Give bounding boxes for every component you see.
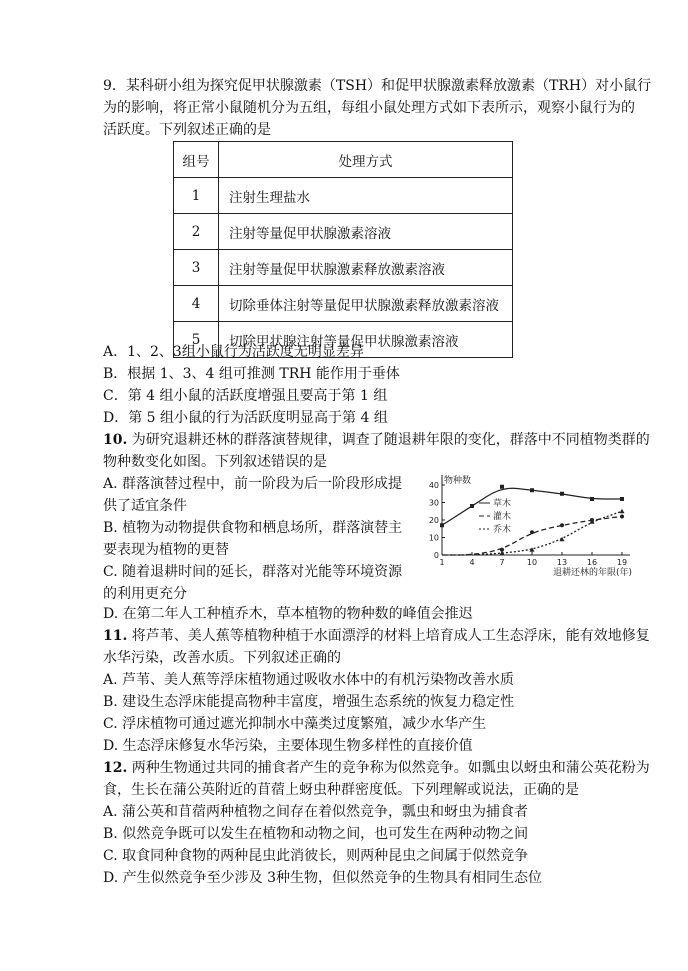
- q9-option-d: D．第 5 组小鼠的行为活跃度明显高于第 4 组: [103, 410, 388, 426]
- table-row: [174, 214, 513, 250]
- x-axis-label: 退耕还林的年限(年): [552, 568, 632, 578]
- table-header-row: [174, 142, 513, 178]
- q9-option-b: B．根据 1、3、4 组可推测 TRH 能作用于垂体: [103, 366, 400, 382]
- table-cell-group: 3: [174, 250, 219, 286]
- q12-stem-line-1: [103, 758, 650, 778]
- table-row: [174, 178, 513, 214]
- q10-option-a-line-1: A. 群落演替过程中，前一阶段为后一阶段形成提: [103, 476, 403, 492]
- x-tick-label: 1: [439, 558, 445, 567]
- treatment-table: [173, 141, 513, 358]
- table-cell-method: 注射生理盐水: [219, 178, 513, 214]
- data-point: [620, 509, 625, 514]
- x-tick-label: 16: [586, 558, 598, 567]
- table-header-method: 处理方式: [219, 142, 513, 178]
- y-tick-label: 30: [428, 498, 439, 508]
- q9-stem-line-2: 为的影响，将正常小鼠随机分为五组，每组小鼠处理方式如下表所示，观察小鼠行为的: [103, 100, 635, 116]
- data-point: [470, 504, 474, 508]
- data-point: [560, 523, 564, 527]
- q11-option-b: B. 建设生态浮床能提高物种丰富度，增强生态系统的恢复力稳定性: [103, 694, 515, 710]
- data-point: [620, 515, 624, 519]
- table-cell-method: 注射等量促甲状腺激素释放激素溶液: [219, 250, 513, 286]
- q12-option-a: A. 蒲公英和苜蓿两种植物之间存在着似然竞争，瓢虫和蚜虫为捕食者: [103, 804, 529, 820]
- data-point: [530, 530, 534, 534]
- q12-stem-line-2: 食，生长在蒲公英附近的苜蓿上蚜虫种群密度低。下列理解或说法，正确的是: [103, 782, 579, 798]
- table-cell-group: 5: [174, 322, 219, 358]
- q10-number: 10.: [103, 432, 128, 448]
- table-header-group: 组号: [174, 142, 219, 178]
- q12-number: 12.: [103, 760, 128, 776]
- legend-label: 乔木: [493, 525, 512, 535]
- legend-label: 灌木: [493, 512, 512, 522]
- q10-option-b-line-2: 要表现为植物的更替: [103, 542, 229, 558]
- q9-option-c: C．第 4 组小鼠的活跃度增强且要高于第 1 组: [103, 388, 388, 404]
- legend-label: 草木: [493, 499, 512, 509]
- y-axis-label: 物种数: [444, 476, 472, 486]
- data-point: [620, 497, 624, 501]
- q12-option-b: B. 似然竞争既可以发生在植物和动物之间，也可发生在两种动物之间: [103, 826, 529, 842]
- q12-stem-text: 两种生物通过共同的捕食者产生的竞争称为似然竞争。如瓢虫以蚜虫和蒲公英花粉为: [127, 760, 650, 776]
- y-tick-label: 20: [428, 516, 439, 525]
- species-count-chart: [415, 465, 655, 585]
- y-tick-label: 0: [433, 551, 439, 560]
- q10-option-c-line-2: 的利用更充分: [103, 586, 187, 602]
- q9-stem-line-1: 9．某科研小组为探究促甲状腺激素（TSH）和促甲状腺激素释放激素（TRH）对小鼠行: [103, 78, 652, 94]
- data-point: [530, 488, 534, 492]
- q11-option-c: C. 浮床植物可通过遮光抑制水中藻类过度繁殖，减少水华产生: [103, 716, 487, 732]
- data-point: [560, 492, 564, 496]
- q12-option-c: C. 取食同种食物的两种昆虫此消彼长，则两种昆虫之间属于似然竞争: [103, 848, 529, 864]
- q10-stem-line-2: 物种数变化如图。下列叙述错误的是: [103, 454, 327, 470]
- table-cell-method: 切除甲状腺注射等量促甲状腺激素溶液: [219, 322, 513, 358]
- table-row: [174, 286, 513, 322]
- q10-option-a-line-2: 供了适宜条件: [103, 498, 187, 514]
- data-point: [590, 497, 594, 501]
- series-line-1: [442, 488, 622, 525]
- q11-number: 11.: [103, 628, 128, 644]
- x-tick-label: 19: [616, 558, 628, 567]
- q11-stem-line-2: 水华污染，改善水质。下列叙述正确的: [103, 650, 341, 666]
- table-cell-method: 注射等量促甲状腺激素溶液: [219, 214, 513, 250]
- q11-option-a: A. 芦苇、美人蕉等浮床植物通过吸收水体中的有机污染物改善水质: [103, 672, 515, 688]
- q9-option-a: A．1、2、3组小鼠行为活跃度无明显差异: [103, 344, 364, 360]
- q11-stem-line-1: [103, 626, 650, 646]
- q11-option-d: D. 生态浮床修复水华污染，主要体现生物多样性的直接价值: [103, 738, 473, 754]
- q10-stem-text: 为研究退耕还林的群落演替规律，调查了随退耕年限的变化，群落中不同植物类群的: [127, 432, 650, 448]
- x-tick-label: 13: [556, 558, 568, 567]
- q11-stem-text: 将芦苇、美人蕉等植物种植于水面漂浮的材料上培育成人工生态浮床，能有效地修复: [127, 628, 650, 644]
- data-point: [500, 485, 504, 489]
- q10-option-c-line-1: C. 随着退耕时间的延长，群落对光能等环境资源: [103, 564, 403, 580]
- x-tick-label: 4: [469, 558, 475, 567]
- q12-option-d: D. 产生似然竞争至少涉及 3种生物，但似然竞争的生物具有相同生态位: [103, 870, 542, 886]
- table-cell-group: 2: [174, 214, 219, 250]
- data-point: [440, 523, 444, 527]
- x-tick-label: 7: [499, 558, 505, 567]
- table-row: [174, 250, 513, 286]
- table-cell-method: 切除垂体注射等量促甲状腺激素释放激素溶液: [219, 286, 513, 322]
- table-cell-group: 4: [174, 286, 219, 322]
- y-tick-label: 10: [428, 533, 439, 543]
- q10-option-b-line-1: B. 植物为动物提供食物和栖息场所，群落演替主: [103, 520, 403, 536]
- table-cell-group: 1: [174, 178, 219, 214]
- y-tick-label: 40: [428, 481, 439, 490]
- q9-stem-line-3: 活跃度。下列叙述正确的是: [103, 122, 271, 138]
- x-tick-label: 10: [526, 558, 538, 567]
- q10-stem-line-1: [103, 430, 650, 450]
- q10-option-d: D. 在第二年人工种植乔木，草本植物的物种数的峰值会推迟: [103, 606, 473, 622]
